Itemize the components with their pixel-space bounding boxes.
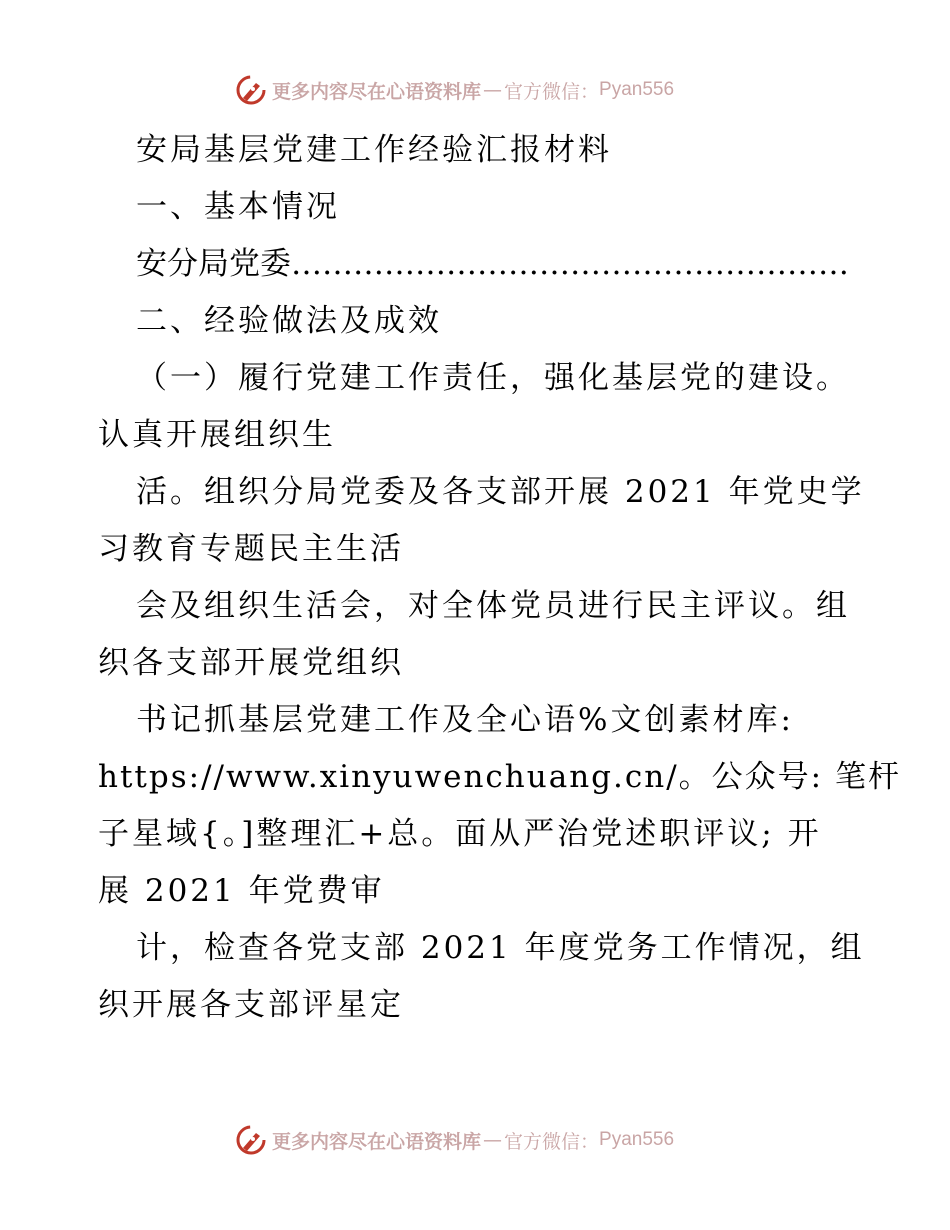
doc-title: 安局基层党建工作经验汇报材料 (136, 132, 612, 168)
paragraph-line: 活。组织分局党委及各支部开展 2021 年党史学 (136, 474, 865, 510)
paragraph-line: 计，检查各党支部 2021 年度党务工作情况，组 (136, 930, 865, 966)
paragraph-line: 习教育专题民主生活 (98, 531, 404, 567)
pen-logo-icon (234, 73, 268, 107)
header-watermark (234, 72, 674, 108)
paragraph-line: 展 2021 年党费审 (98, 873, 385, 909)
footer-watermark (234, 1122, 674, 1158)
watermark-separator: — (483, 79, 503, 101)
paragraph-line: 织各支部开展党组织 (98, 645, 404, 681)
wechat-label: 官方微信： (504, 1130, 600, 1153)
wechat-label: 官方微信： (504, 80, 600, 103)
paragraph-line: 书记抓基层党建工作及全心语%文创素材库: (136, 702, 794, 738)
subsection-heading: （一）履行党建工作责任，强化基层党的建设。 (136, 360, 850, 396)
wechat-id: Pyan556 (599, 79, 675, 100)
paragraph-line: 安分局党委……………………………………………… (136, 246, 849, 282)
pen-logo-icon (234, 1123, 268, 1157)
paragraph-line: 子星域{。]整理汇+总。面从严治党述职评议; 开 (98, 816, 822, 852)
watermark-text: 更多内容尽在心语资料库 (272, 80, 482, 103)
paragraph-line: 认真开展组织生 (98, 417, 336, 453)
paragraph-line: https://www.xinyuwenchuang.cn/。公众号: 笔杆 (98, 759, 901, 795)
watermark-text: 更多内容尽在心语资料库 (272, 1130, 482, 1153)
section-heading: 二、经验做法及成效 (136, 303, 442, 339)
document-body (98, 122, 901, 1034)
paragraph-line: 会及组织生活会，对全体党员进行民主评议。组 (136, 588, 850, 624)
paragraph-line: 织开展各支部评星定 (98, 987, 404, 1023)
watermark-separator: — (483, 1129, 503, 1151)
section-heading: 一、基本情况 (136, 189, 340, 225)
wechat-id: Pyan556 (599, 1129, 675, 1150)
